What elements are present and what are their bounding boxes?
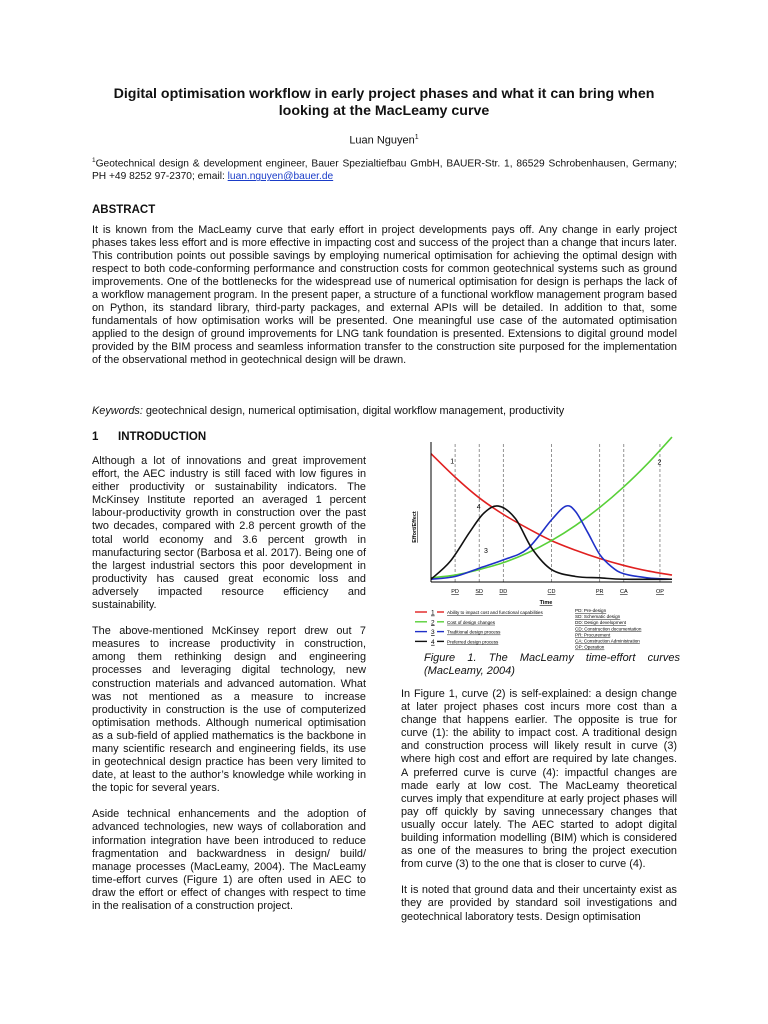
author-line: [0, 134, 768, 147]
x-axis-label: Time: [539, 600, 553, 606]
paragraph: It is noted that ground data and their uncertainty exist as they are provided by standard soil investigations and geotechnical laboratory tests. Design optimisation: [401, 884, 677, 923]
abstract-heading: ABSTRACT: [92, 204, 156, 216]
phase-tick-label: PD: [451, 589, 459, 595]
section-heading: [92, 431, 206, 443]
keywords-label: Keywords:: [92, 405, 143, 417]
paragraph: Aside technical enhancements and the adoption of advanced technologies, new ways of collaboration and information integration have been introduced to reduce fragmentation and backwardness in design/ build/ manage processes (MacLeamy, 2004). The MacLeamy time-effort curves (Figure 1) are often used in AEC to draw the effort or effect of changes with respect to time in the realisation of a construction project.: [92, 808, 366, 912]
curve-label-1: 1: [450, 458, 455, 466]
macleamy-figure: [400, 432, 680, 654]
curve-label-2: 2: [657, 459, 662, 467]
email-link[interactable]: luan.nguyen@bauer.de: [227, 171, 334, 183]
keywords-text: geotechnical design, numerical optimisation, digital workflow management, productivity: [142, 405, 565, 417]
legend-number: 2: [431, 619, 435, 627]
paper-title: Digital optimisation workflow in early project phases and what it can bring when looking at the MacLeamy curve: [113, 86, 655, 119]
legend-number: 4: [431, 638, 435, 646]
phase-tick-label: OP: [655, 589, 664, 595]
section-title: INTRODUCTION: [118, 431, 207, 443]
curve-label-3: 3: [484, 548, 488, 556]
legend-entry: Ability to impact cost and functional capabilities: [447, 610, 543, 615]
phase-tick-label: CA: [619, 589, 628, 595]
phase-legend-entry: DD: Design development: [575, 620, 627, 626]
figure-caption: Figure 1. The MacLeamy time-effort curves (MacLeamy, 2004): [424, 652, 680, 677]
affiliation-text: Geotechnical design & development engineer, Bauer Spezialtiefbau GmbH, BAUER-Str. 1, 86529 Schrobenhausen, Germany; PH +49 8252 97-2370; email:: [92, 158, 677, 183]
section-number: 1: [92, 431, 99, 443]
keywords-line: [92, 405, 677, 417]
phase-tick-label: PR: [595, 589, 604, 595]
legend-entry: Preferred design process: [447, 639, 499, 645]
macleamy-chart: [400, 432, 680, 654]
phase-tick-label: CD: [547, 589, 556, 595]
legend-entry: Traditional design process: [447, 629, 501, 635]
legend-number: 3: [431, 629, 435, 637]
y-axis-label: Effort/Effect: [412, 511, 418, 543]
phase-legend-entry: CA: Construction Administration: [575, 638, 640, 644]
curve-label-4: 4: [476, 503, 481, 511]
paragraph: In Figure 1, curve (2) is self-explained: a design change at later project phases cost incurs more cost than a change that happens earlier. The opposite is true for curve (1): the ability to impact cost. A traditional design and construction process will likely result in curve (3) where high cost and effort are required by late changes. A preferred curve is curve (4): impactful changes are made early at low cost. The MacLeamy theoretical curves imply that expenditure at early project phases will pay off quickly by saving unnecessary changes that usually occur lately. The AEC started to adopt digital building information modelling (BIM) which is considered as one of the measures to bring the project execution from curve (3) to the one that is closer to curve (4).: [401, 688, 677, 871]
right-column: [401, 688, 677, 937]
phase-tick-label: SD: [475, 589, 484, 595]
phase-legend-entry: PR: Procurement: [575, 632, 611, 638]
affiliation: [92, 154, 677, 183]
author-superscript: 1: [414, 134, 419, 141]
left-column: [92, 455, 366, 926]
legend-entry: Cost of design changes: [447, 619, 496, 625]
phase-legend-entry: SD: Schematic design: [575, 614, 621, 620]
phase-legend-entry: CD: Construction documentation: [575, 626, 642, 632]
paragraph: The above-mentioned McKinsey report drew out 7 measures to increase productivity in construction, among them rethinking design and engineering processes and leveraging digital technology, new construction materials and advanced automation. What was not mentioned as a measure to increase productivity in construction is the use of computerized optimisation methods. Although numerical optimisation as a sub-field of applied mathematics is the backbone in many scientific research and engineering fields, its use in geotechnical design practice has been very limited to date, at least to the author’s knowledge while working in the topic for several years.: [92, 625, 366, 795]
affiliation-superscript: 1: [92, 157, 96, 164]
phase-tick-label: DD: [499, 589, 508, 595]
phase-legend-entry: PD: Pre-design: [575, 608, 607, 613]
abstract-text: It is known from the MacLeamy curve that early effort in project developments pays off. Any change in early project phases takes less effort and is more effective in impacting cost and success of the project than a change that incurs later. This contribution points out possible savings by employing numerical optimisation for achieving the optimal design with respect to both code-conforming performance and construction costs for common geotechnical systems such as ground improvements. One of the bottlenecks for the widespread use of numerical optimisation for design is perhaps the lack of a workflow management program. In the present paper, a structure of a functional workflow management program based on Python, its standard library, third-party packages, and external APIs will be detailed. In addition to that, some fundamentals of how optimisation works will be presented. One meaningful use case of the automated optimisation applied to the design of ground improvements for LNG tank foundation is presented. Extensions to digital ground model provided by the BIM process and seamless information transfer to the construction site purposed for the implementation of the observational method in geotechnical design will be drawn.: [92, 224, 677, 366]
author-name: Luan Nguyen: [349, 134, 415, 147]
legend-number: 1: [431, 609, 435, 617]
phase-legend-entry: OP: Operation: [575, 644, 605, 650]
paragraph: Although a lot of innovations and great improvement effort, the AEC industry is still faced with low figures in either productivity or sustainability indicators. The McKinsey Institute reported an averaged 1 percent labour-productivity growth in construction over the past two decades, compared with 2.8 percent growth of the total world economy and 3.6 percent growth in manufacturing sector (Barbosa et al. 2017). Being one of the largest industrial sectors this poor development in productivity has caused great economic loss and adversely impacted resource efficiency and sustainability.: [92, 455, 366, 612]
